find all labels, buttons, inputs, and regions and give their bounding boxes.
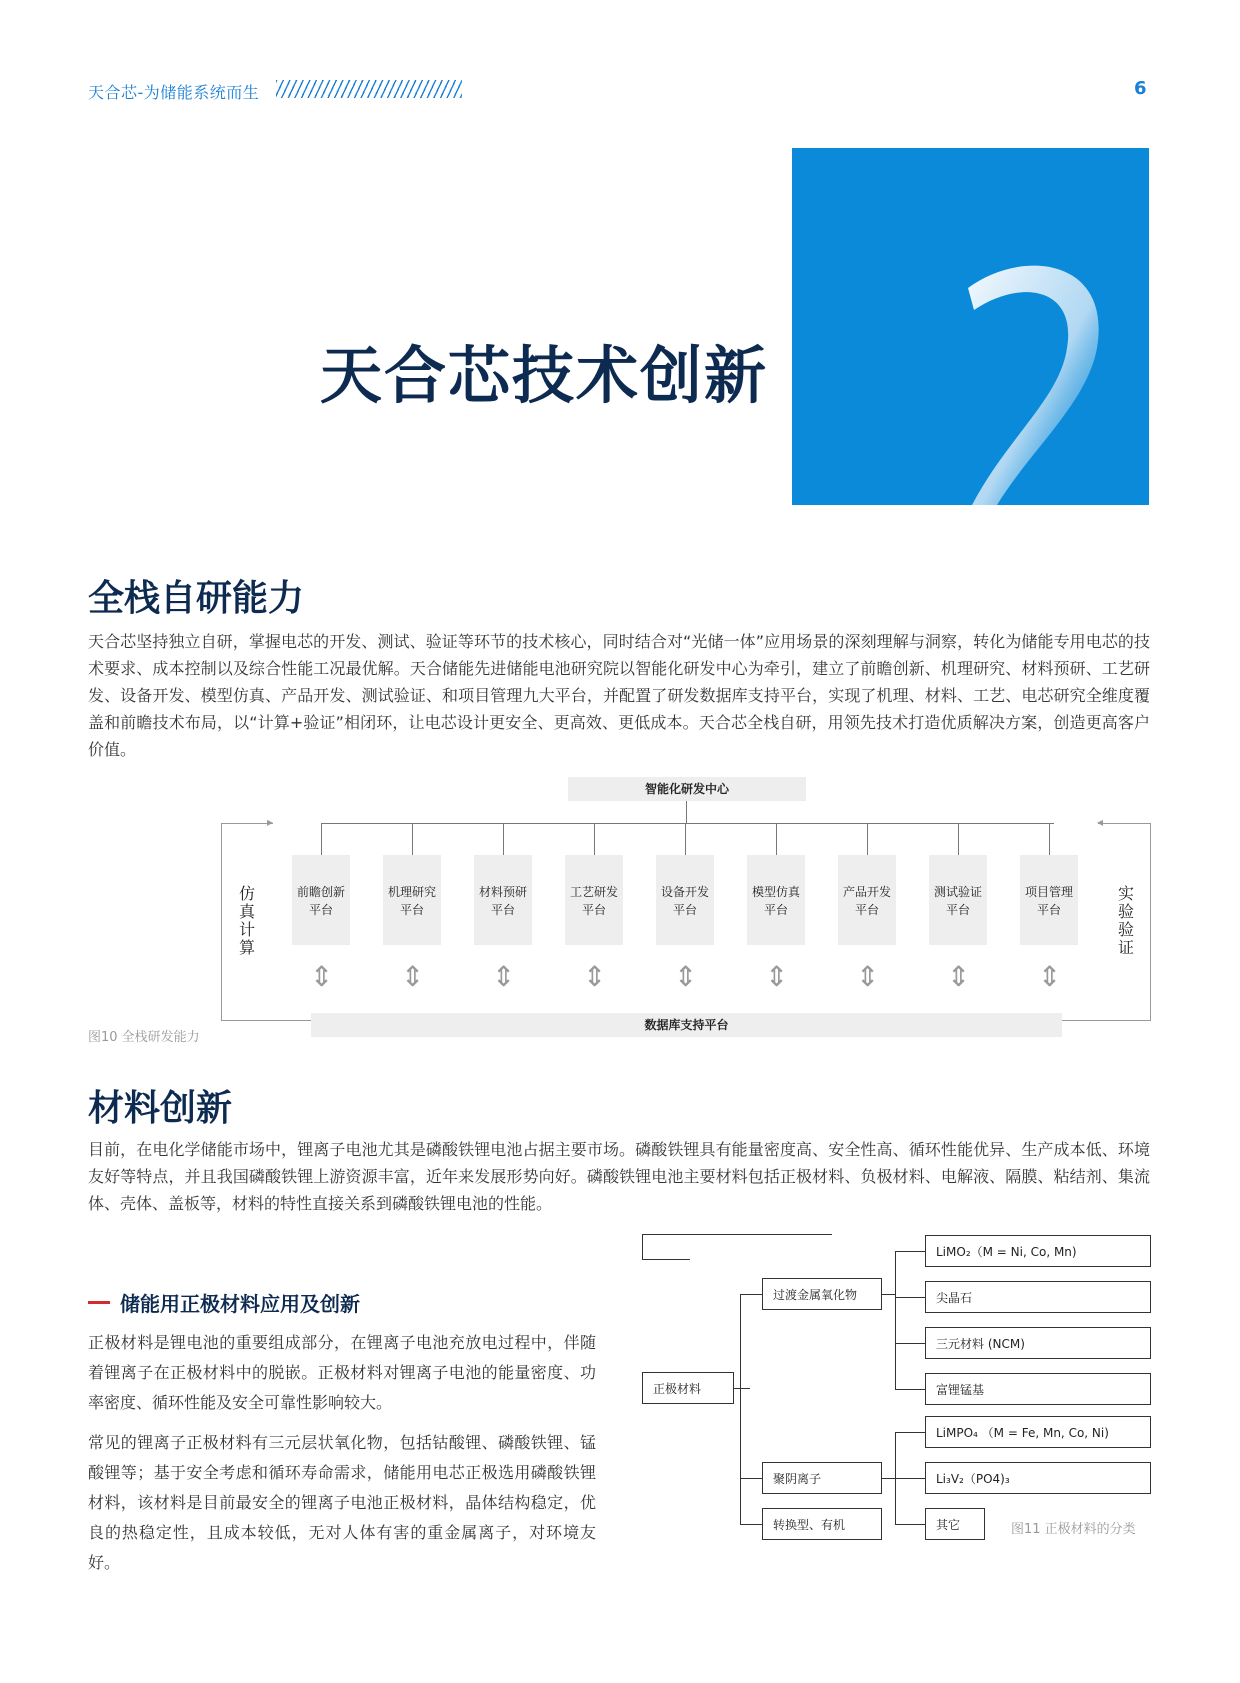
platform-label: 材料预研 bbox=[478, 885, 527, 899]
subsection-marker bbox=[88, 1301, 110, 1304]
subsection-heading: 储能用正极材料应用及创新 bbox=[120, 1292, 360, 1316]
connector-line bbox=[740, 1478, 762, 1479]
connector-line bbox=[895, 1251, 925, 1252]
section-paragraph-materials: 目前，在电化学储能市场中，锂离子电池尤其是磷酸铁锂电池占据主要市场。磷酸铁锂具有能量密度高、安全性高、循环性能优异、生产成本低、环境友好等特点，并且我国磷酸铁锂上游资源丰富，近年来发展形势向好。磷酸铁锂电池主要材料包括正极材料、负极材料、电解液、隔膜、粘结剂、集流体、壳体、盖板等，材料的特性直接关系到磷酸铁锂电池的性能。 bbox=[88, 1140, 1150, 1213]
chapter-number-graphic bbox=[792, 148, 1149, 505]
platform-box bbox=[383, 855, 441, 945]
database-platform-box: 数据库支持平台 bbox=[311, 1013, 1062, 1037]
tree-root-cathode: 正极材料 bbox=[642, 1372, 734, 1404]
platform-label: 机理研究 bbox=[387, 885, 436, 899]
left-bracket-line bbox=[221, 823, 273, 824]
platform-label: 平台 bbox=[854, 903, 879, 917]
connector-line bbox=[740, 1524, 762, 1525]
connector-line bbox=[1049, 823, 1050, 855]
platform-label: 平台 bbox=[490, 903, 515, 917]
updown-arrow-icon: ⇕ bbox=[1038, 960, 1062, 993]
simulation-label: 仿真计算 bbox=[238, 884, 255, 957]
left-bracket-line bbox=[221, 1020, 311, 1021]
figure-11-caption: 图11 正极材料的分类 bbox=[1011, 1522, 1136, 1537]
platform-box bbox=[929, 855, 987, 945]
tree-leaf: 尖晶石 bbox=[925, 1281, 1151, 1313]
right-bracket-line bbox=[1062, 1020, 1151, 1021]
platform-label: 测试验证 bbox=[933, 885, 982, 899]
updown-arrow-icon: ⇕ bbox=[947, 960, 971, 993]
platform-label: 平台 bbox=[1036, 903, 1061, 917]
platform-label: 项目管理 bbox=[1024, 885, 1073, 899]
updown-arrow-icon: ⇕ bbox=[310, 960, 334, 993]
platform-label: 前瞻创新 bbox=[296, 885, 345, 899]
figure-10-caption: 图10 全栈研发能力 bbox=[88, 1030, 200, 1045]
connector-line bbox=[642, 1234, 643, 1259]
updown-arrow-icon: ⇕ bbox=[856, 960, 880, 993]
connector-line bbox=[882, 1294, 896, 1295]
platform-box bbox=[1020, 855, 1078, 945]
tree-leaf: Li₃V₂（PO4)₃ bbox=[925, 1462, 1151, 1494]
right-bracket-line bbox=[1098, 823, 1151, 824]
header-title: 天合芯-为储能系统而生 bbox=[88, 83, 260, 102]
connector-line bbox=[740, 1294, 762, 1295]
platform-label: 产品开发 bbox=[842, 885, 891, 899]
rd-center-box: 智能化研发中心 bbox=[568, 777, 806, 801]
connector-line bbox=[734, 1388, 750, 1389]
section-heading-fullstack: 全栈自研能力 bbox=[88, 578, 305, 619]
connector-line bbox=[642, 1259, 690, 1260]
platform-box bbox=[747, 855, 805, 945]
updown-arrow-icon: ⇕ bbox=[401, 960, 425, 993]
connector-line bbox=[895, 1389, 925, 1390]
updown-arrow-icon: ⇕ bbox=[674, 960, 698, 993]
tree-leaf: LiMO₂（M = Ni, Co, Mn) bbox=[925, 1235, 1151, 1267]
subsection-paragraph-1: 正极材料是锂电池的重要组成部分，在锂离子电池充放电过程中，伴随着锂离子在正极材料中的脱嵌。正极材料对锂离子电池的能量密度、功率密度、循环性能及安全可靠性影响较大。 bbox=[88, 1333, 596, 1412]
page-number: 6 bbox=[1134, 78, 1147, 99]
chapter-number-block bbox=[792, 148, 1149, 505]
updown-arrow-icon: ⇕ bbox=[492, 960, 516, 993]
platform-label: 平台 bbox=[763, 903, 788, 917]
subsection-paragraph-2: 常见的锂离子正极材料有三元层状氧化物，包括钴酸锂、磷酸铁锂、锰酸锂等；基于安全考虑和循环寿命需求，储能用电芯正极选用磷酸铁锂材料，该材料是目前最安全的锂离子电池正极材料，晶体结构稳定，优良的热稳定性，且成本较低，无对人体有害的重金属离子，对环境友好。 bbox=[88, 1433, 596, 1572]
connector-line bbox=[867, 823, 868, 855]
tree-group-conversion: 转换型、有机 bbox=[762, 1508, 882, 1540]
platform-box bbox=[474, 855, 532, 945]
connector-line bbox=[958, 823, 959, 855]
platform-box bbox=[838, 855, 896, 945]
connector-line bbox=[895, 1251, 896, 1389]
platform-label: 平台 bbox=[945, 903, 970, 917]
tree-group-oxides: 过渡金属氧化物 bbox=[762, 1278, 882, 1310]
left-bracket-line bbox=[221, 823, 222, 1020]
tree-leaf: 富锂锰基 bbox=[925, 1373, 1151, 1405]
right-bracket-line bbox=[1150, 823, 1151, 1020]
platform-label: 设备开发 bbox=[660, 885, 709, 899]
connector-line bbox=[642, 1234, 832, 1235]
arrow-left-icon: ◂ bbox=[1097, 815, 1104, 829]
platform-label: 工艺研发 bbox=[569, 885, 618, 899]
updown-arrow-icon: ⇕ bbox=[765, 960, 789, 993]
platform-box bbox=[292, 855, 350, 945]
connector-line bbox=[594, 823, 595, 855]
connector-line bbox=[895, 1343, 925, 1344]
connector-line bbox=[895, 1297, 925, 1298]
header-stripe-decoration bbox=[276, 80, 462, 98]
section-paragraph-fullstack: 天合芯坚持独立自研，掌握电芯的开发、测试、验证等环节的技术核心，同时结合对“光储一体”应用场景的深刻理解与洞察，转化为储能专用电芯的技术要求、成本控制以及综合性能工况最优解。天合储能先进储能电池研究院以智能化研发中心为牵引，建立了前瞻创新、机理研究、材料预研、工艺研发、设备开发、模型仿真、产品开发、测试验证、和项目管理九大平台，并配置了研发数据库支持平台，实现了机理、材料、工艺、电芯研究全维度覆盖和前瞻技术布局，以“计算+验证”相闭环，让电芯设计更安全、更高效、更低成本。天合芯全栈自研，用领先技术打造优质解决方案，创造更高客户价值。 bbox=[88, 632, 1150, 759]
arrow-right-icon: ▸ bbox=[267, 815, 274, 829]
connector-line bbox=[776, 823, 777, 855]
chapter-title: 天合芯技术创新 bbox=[320, 339, 769, 412]
connector-line bbox=[412, 823, 413, 855]
tree-leaf: LiMPO₄ （M = Fe, Mn, Co, Ni) bbox=[925, 1416, 1151, 1448]
connector-line bbox=[895, 1478, 925, 1479]
tree-group-polyanion: 聚阴离子 bbox=[762, 1462, 882, 1494]
connector-line bbox=[895, 1432, 925, 1433]
platform-label: 模型仿真 bbox=[751, 885, 800, 899]
platform-label: 平台 bbox=[581, 903, 606, 917]
connector-line bbox=[503, 823, 504, 855]
platform-box bbox=[565, 855, 623, 945]
platform-label: 平台 bbox=[308, 903, 333, 917]
platform-box bbox=[656, 855, 714, 945]
platform-label: 平台 bbox=[672, 903, 697, 917]
connector-line bbox=[321, 823, 1054, 824]
connector-line bbox=[740, 1294, 741, 1524]
connector-line bbox=[685, 823, 686, 855]
tree-leaf: 三元材料 (NCM) bbox=[925, 1327, 1151, 1359]
updown-arrow-icon: ⇕ bbox=[583, 960, 607, 993]
connector-line bbox=[895, 1524, 925, 1525]
connector-line bbox=[321, 823, 322, 855]
connector-line bbox=[882, 1478, 896, 1479]
tree-leaf: 其它 bbox=[925, 1508, 985, 1540]
platform-label: 平台 bbox=[399, 903, 424, 917]
experiment-label: 实验验证 bbox=[1117, 884, 1134, 957]
connector-line bbox=[686, 801, 687, 823]
section-heading-materials: 材料创新 bbox=[88, 1088, 233, 1129]
